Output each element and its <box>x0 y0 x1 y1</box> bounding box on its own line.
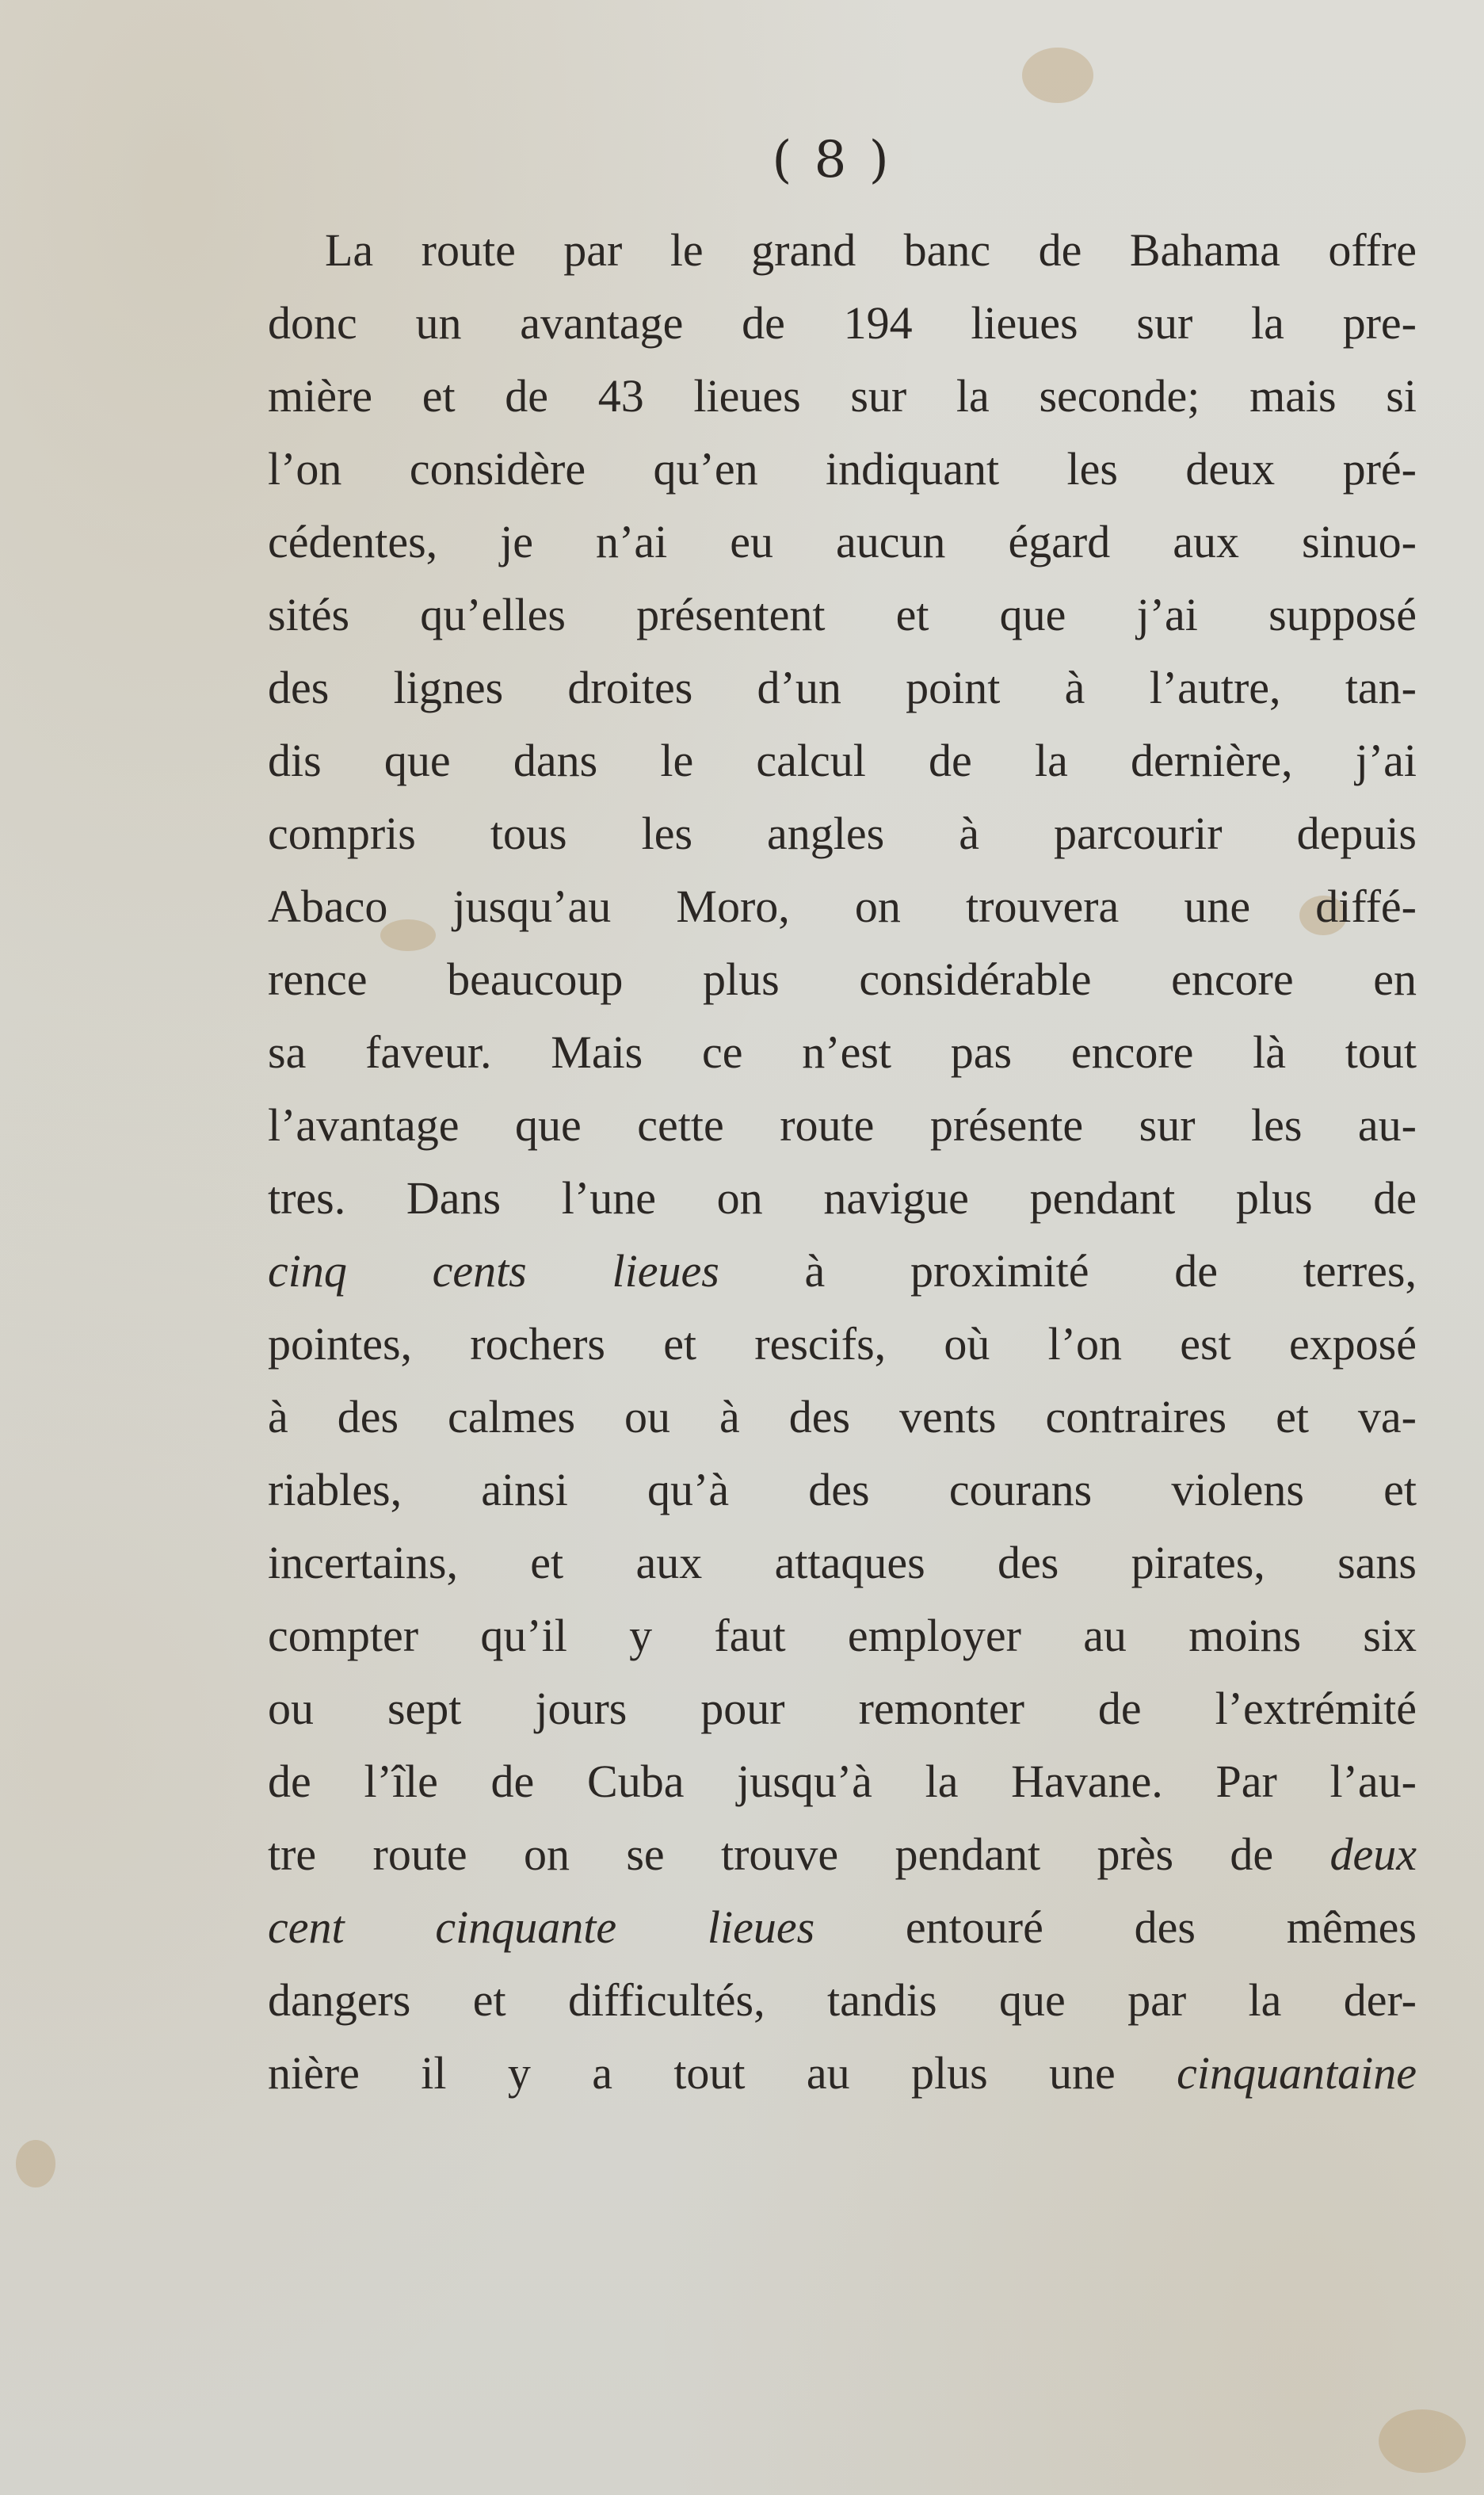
text-line <box>268 1891 1417 1964</box>
text-line <box>268 1672 1417 1745</box>
text-line <box>268 1454 1417 1526</box>
paper-stain <box>1022 48 1093 103</box>
text-segment: l’on considère qu’en indiquant les deux pré- <box>268 443 1417 495</box>
text-line <box>268 1381 1417 1454</box>
italic-text: cent cinquante lieues <box>268 1901 815 1953</box>
text-segment: des lignes droites d’un point à l’autre, tan- <box>268 662 1417 713</box>
text-segment: incertains, et aux attaques des pirates, sans <box>268 1537 1417 1588</box>
text-segment: nière il y a tout au plus une <box>268 2047 1177 2099</box>
paper-stain <box>1379 2409 1466 2473</box>
text-line <box>268 2037 1417 2110</box>
text-line <box>268 1745 1417 1818</box>
text-line <box>268 1818 1417 1891</box>
text-line <box>268 433 1417 506</box>
text-line <box>268 870 1417 943</box>
text-segment: compris tous les angles à parcourir depuis <box>268 808 1417 859</box>
page-number: ( 8 ) <box>772 131 892 189</box>
text-segment: entouré des mêmes <box>814 1901 1417 1953</box>
body-paragraph <box>268 214 1417 2110</box>
text-line <box>268 1526 1417 1599</box>
text-segment: sités qu’elles présentent et que j’ai supposé <box>268 589 1417 640</box>
text-segment: Abaco jusqu’au Moro, on trouvera une diffé- <box>268 881 1417 932</box>
text-line <box>268 1016 1417 1089</box>
text-segment: ou sept jours pour remonter de l’extrémité <box>268 1683 1417 1734</box>
text-line <box>268 797 1417 870</box>
text-line <box>268 943 1417 1016</box>
text-segment: tre route on se trouve pendant près de <box>268 1828 1330 1880</box>
text-segment: compter qu’il y faut employer au moins six <box>268 1610 1417 1661</box>
text-line <box>268 724 1417 797</box>
text-line <box>268 1162 1417 1235</box>
text-line <box>268 360 1417 433</box>
text-segment: dis que dans le calcul de la dernière, j’ai <box>268 735 1417 786</box>
text-segment: dangers et difficultés, tandis que par la der- <box>268 1974 1417 2026</box>
text-segment: La route par le grand banc de Bahama offre <box>325 224 1417 276</box>
italic-text: cinq cents lieues <box>268 1245 719 1297</box>
paper-stain <box>16 2140 55 2187</box>
text-segment: de l’île de Cuba jusqu’à la Havane. Par l’au- <box>268 1756 1417 1807</box>
text-line <box>268 214 1417 287</box>
text-line <box>268 1599 1417 1672</box>
text-line <box>268 1089 1417 1162</box>
italic-text: deux <box>1329 1828 1417 1880</box>
text-line <box>268 287 1417 360</box>
text-segment: rence beaucoup plus considérable encore en <box>268 953 1417 1005</box>
italic-text: cinquantaine <box>1177 2047 1417 2099</box>
text-line <box>268 579 1417 651</box>
text-line <box>268 506 1417 579</box>
text-segment: mière et de 43 lieues sur la seconde; mais si <box>268 370 1417 422</box>
text-segment: tres. Dans l’une on navigue pendant plus de <box>268 1172 1417 1224</box>
text-line <box>268 1235 1417 1308</box>
text-segment: pointes, rochers et rescifs, où l’on est exposé <box>268 1318 1417 1370</box>
text-segment: riables, ainsi qu’à des courans violens et <box>268 1464 1417 1515</box>
text-line <box>268 1308 1417 1381</box>
text-line <box>268 651 1417 724</box>
text-segment: l’avantage que cette route présente sur les au- <box>268 1099 1417 1151</box>
text-segment: cédentes, je n’ai eu aucun égard aux sinuo- <box>268 516 1417 567</box>
text-segment: donc un avantage de 194 lieues sur la pre- <box>268 297 1417 349</box>
text-segment: à des calmes ou à des vents contraires et va- <box>268 1391 1417 1442</box>
text-segment: à proximité de terres, <box>719 1245 1417 1297</box>
text-segment: sa faveur. Mais ce n’est pas encore là tout <box>268 1026 1417 1078</box>
text-line <box>268 1964 1417 2037</box>
